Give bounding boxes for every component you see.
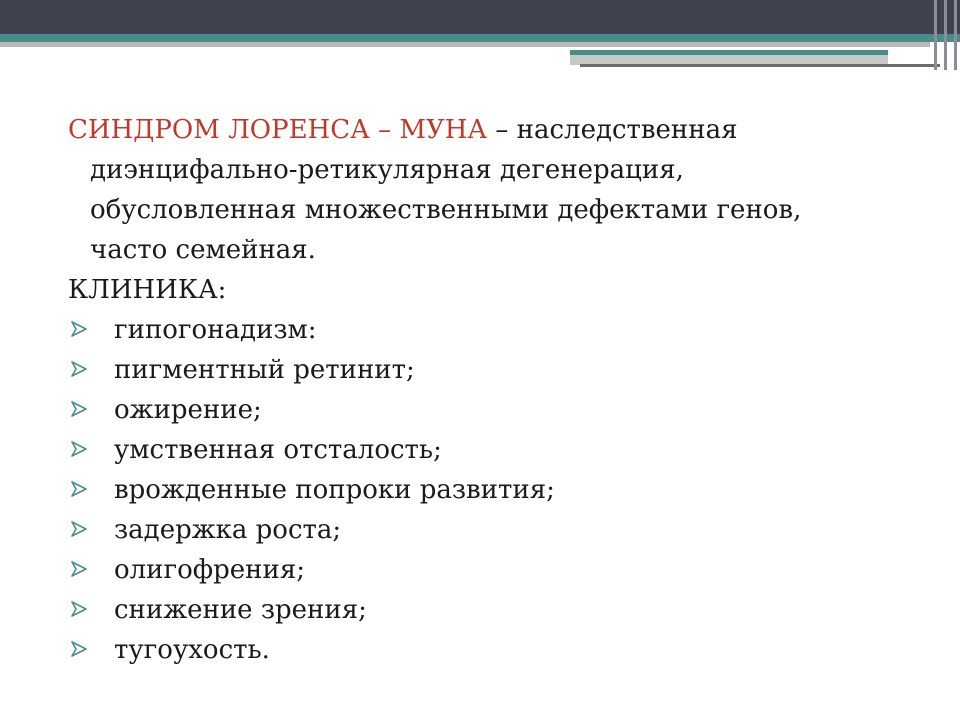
stripe xyxy=(944,0,947,70)
symptom-text: умственная отсталость; xyxy=(114,435,442,465)
symptom-item xyxy=(68,310,888,350)
syndrome-term: СИНДРОМ ЛОРЕНСА – МУНА xyxy=(68,115,488,145)
slide-header-stripes xyxy=(930,0,960,70)
symptom-item xyxy=(68,590,888,630)
symptom-text: ожирение; xyxy=(114,395,262,425)
chevron-right-icon xyxy=(70,640,88,658)
definition-line xyxy=(68,110,888,150)
chevron-right-icon xyxy=(70,480,88,498)
definition-paragraph xyxy=(68,110,888,270)
symptom-text: врожденные попроки развития; xyxy=(114,475,555,505)
definition-line: часто семейная. xyxy=(90,235,316,265)
symptom-item xyxy=(68,630,888,670)
chevron-right-icon xyxy=(70,320,88,338)
symptom-text: тугоухость. xyxy=(114,635,270,665)
symptom-list xyxy=(68,310,888,670)
symptom-item xyxy=(68,510,888,550)
symptom-text: олигофрения; xyxy=(114,555,305,585)
chevron-right-icon xyxy=(70,600,88,618)
symptom-item xyxy=(68,470,888,510)
symptom-item xyxy=(68,430,888,470)
slide-header-gray-band xyxy=(0,42,930,47)
symptom-item xyxy=(68,390,888,430)
chevron-right-icon xyxy=(70,440,88,458)
definition-line: диэнцифально-ретикулярная дегенерация, xyxy=(90,155,684,185)
symptom-text: снижение зрения; xyxy=(114,595,367,625)
chevron-right-icon xyxy=(70,400,88,418)
slide-header-teal-line xyxy=(0,34,960,42)
chevron-right-icon xyxy=(70,360,88,378)
chevron-right-icon xyxy=(70,560,88,578)
symptom-item xyxy=(68,350,888,390)
symptom-text: гипогонадизм: xyxy=(114,315,317,345)
symptom-text: пигментный ретинит; xyxy=(114,355,415,385)
stripe xyxy=(954,0,957,70)
symptom-text: задержка роста; xyxy=(114,515,342,545)
slide-content xyxy=(68,110,888,670)
slide-header-accent-dark xyxy=(580,64,940,67)
definition-text: – наследственная xyxy=(487,115,738,145)
slide-header-bar xyxy=(0,0,960,34)
symptom-item xyxy=(68,550,888,590)
stripe xyxy=(934,0,937,70)
chevron-right-icon xyxy=(70,520,88,538)
clinic-heading: КЛИНИКА: xyxy=(68,275,227,305)
definition-line: обусловленная множественными дефектами генов, xyxy=(90,195,802,225)
